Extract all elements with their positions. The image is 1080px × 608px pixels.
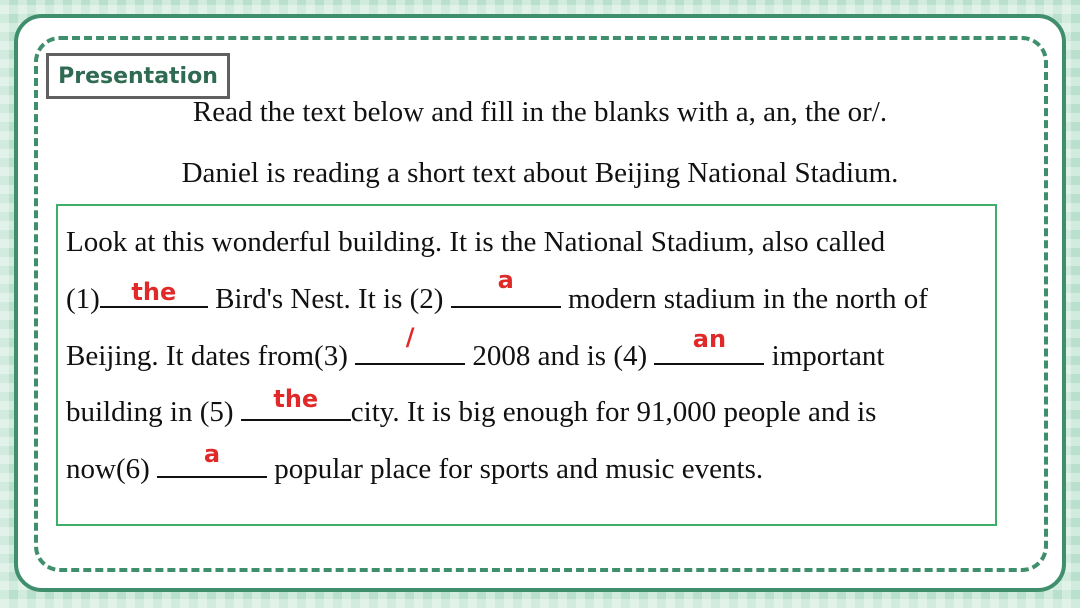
passage-line-3: [66, 323, 885, 373]
blank-4[interactable]: [654, 325, 764, 365]
passage-text: city. It is big enough for 91,000 people and is: [350, 396, 877, 428]
answer-4: an: [692, 325, 727, 353]
presentation-label: Presentation: [58, 63, 218, 89]
passage-line-1: [66, 226, 885, 259]
passage-text: now(6): [66, 453, 158, 485]
passage-text: building in (5): [66, 396, 241, 428]
blank-3[interactable]: [355, 323, 465, 365]
blank-2[interactable]: [451, 266, 561, 308]
blank-5[interactable]: [241, 385, 351, 421]
answer-1: the: [131, 278, 177, 306]
answer-3: /: [405, 323, 415, 351]
passage-text: (1): [66, 283, 100, 315]
passage-text: modern stadium in the north of: [560, 283, 928, 315]
passage-text: popular place for sports and music events.: [267, 453, 764, 485]
passage-text: Look at this wonderful building. It is the National Stadium, also called: [66, 226, 886, 258]
passage-text: important: [764, 340, 885, 372]
answer-6: a: [203, 440, 221, 468]
passage-line-4: [66, 385, 877, 429]
intro-text: Daniel is reading a short text about Beijing National Stadium.: [181, 157, 899, 189]
answer-5: the: [273, 385, 319, 413]
answer-2: a: [497, 266, 514, 294]
passage-text: Bird's Nest. It is (2): [207, 283, 451, 315]
passage-text: 2008 and is (4): [465, 340, 655, 372]
passage-text: Beijing. It dates from(3): [66, 340, 356, 372]
passage-line-5: [66, 440, 764, 486]
passage-line-2: [66, 266, 928, 316]
blank-6[interactable]: [157, 440, 267, 478]
instruction-text: Read the text below and fill in the blanks with a, an, the or/.: [192, 96, 888, 128]
presentation-tag: [46, 53, 230, 99]
blank-1[interactable]: [100, 278, 208, 308]
